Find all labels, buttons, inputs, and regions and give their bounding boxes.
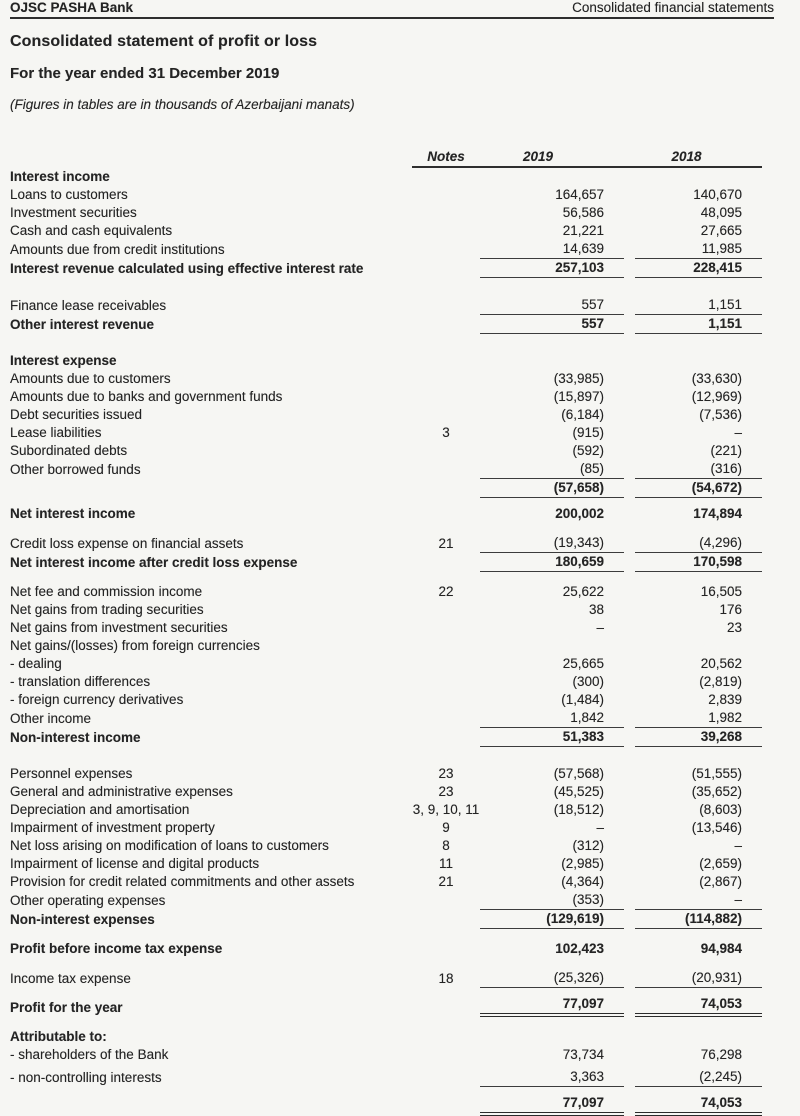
table-row: [10, 819, 774, 837]
row-value-2019: 1,842: [480, 709, 624, 728]
row-label: Amounts due from credit institutions: [10, 242, 225, 257]
row-value-2019: 3,363: [480, 1068, 624, 1087]
row-note: [412, 203, 480, 204]
row-value-2018: (13,546): [691, 820, 742, 835]
row-label: Non-interest expenses: [10, 912, 155, 927]
table-row: [10, 240, 774, 259]
row-value-2018: –: [734, 838, 742, 853]
table-row: [10, 186, 774, 204]
row-label: Net gains from trading securities: [10, 602, 204, 617]
col-header-notes: Notes: [427, 149, 465, 164]
row-note: [412, 369, 480, 370]
row-value-2019: (353): [480, 891, 624, 910]
table-row: [10, 222, 774, 240]
row-value-2019: (4,364): [561, 874, 604, 889]
row-value-2019: 51,383: [480, 728, 624, 747]
row-label: Impairment of license and digital products: [10, 856, 260, 871]
row-value-2019: (57,658): [480, 479, 624, 498]
row-value-2019: 557: [480, 315, 624, 334]
row-note: 22: [438, 584, 454, 599]
row-value-2019: 257,103: [480, 259, 624, 278]
row-value-2018: –: [635, 891, 762, 910]
row-value-2018: 174,894: [693, 506, 742, 521]
table-row: [10, 406, 774, 424]
row-value-2019: 14,639: [480, 240, 624, 259]
row-value-2018: (51,555): [691, 766, 742, 781]
table-row: [10, 1046, 774, 1064]
row-label: Investment securities: [10, 205, 137, 220]
row-label: - non-controlling interests: [10, 1070, 162, 1085]
table-row: [10, 442, 774, 460]
row-value-2019: 557: [480, 296, 624, 315]
table-row: [10, 315, 774, 334]
row-value-2019: 25,622: [562, 584, 604, 599]
col-header-2018: 2018: [671, 149, 702, 164]
row-label: Personnel expenses: [10, 766, 133, 781]
row-label: Other operating expenses: [10, 893, 166, 908]
row-note: 11: [438, 856, 453, 871]
row-value-2018: (35,652): [691, 784, 742, 799]
row-note: [412, 1063, 480, 1064]
row-value-2018: (221): [710, 443, 742, 458]
row-note: [412, 746, 480, 747]
row-value-2018: 11,985: [635, 240, 762, 259]
row-value-2019: 77,097: [480, 1094, 624, 1116]
row-value-2018: –: [734, 425, 742, 440]
table-row: [10, 637, 774, 655]
row-label: Provision for credit related commitments and other assets: [10, 874, 355, 889]
row-note: [412, 672, 480, 673]
row-value-2019: 38: [588, 602, 604, 617]
row-value-2019: 164,657: [555, 187, 604, 202]
row-label: Profit for the year: [10, 1000, 123, 1015]
row-value-2019: 21,221: [562, 223, 604, 238]
table-row: [10, 204, 774, 222]
row-value-2019: (1,484): [561, 692, 604, 707]
row-value-2018: 76,298: [700, 1047, 742, 1062]
row-value-2019: (57,568): [553, 766, 604, 781]
row-note: [412, 459, 480, 460]
row-value-2019: (15,897): [553, 389, 604, 404]
table-row: [10, 891, 774, 910]
row-value-2018: 20,562: [700, 656, 742, 671]
row-value-2018: (8,603): [699, 802, 742, 817]
row-value-2018: (2,245): [635, 1068, 762, 1087]
row-label: Impairment of investment property: [10, 820, 215, 835]
row-label: Net interest income after credit loss expense: [10, 555, 298, 570]
table-row: [10, 259, 774, 278]
statement-title: Consolidated statement of profit or loss: [10, 33, 318, 50]
row-value-2019: (312): [572, 838, 604, 853]
row-note: [412, 333, 480, 334]
row-note: [412, 1086, 480, 1087]
row-note: 23: [438, 766, 454, 781]
table-row: [10, 168, 774, 186]
row-value-2019: 56,586: [562, 205, 604, 220]
row-label: Net interest income: [10, 506, 136, 521]
row-value-2018: (114,882): [635, 910, 762, 929]
row-value-2018: 39,268: [635, 728, 762, 747]
row-label: Interest revenue calculated using effective interest rate: [10, 261, 364, 276]
row-note: [412, 708, 480, 709]
row-label: Non-interest income: [10, 730, 141, 745]
table-row: [10, 995, 774, 1017]
row-note: [412, 909, 480, 910]
table-header-row: [10, 148, 774, 168]
table-row: [10, 534, 774, 553]
row-label: Income tax expense: [10, 971, 131, 986]
row-value-2019: (915): [572, 425, 604, 440]
row-value-2019: (85): [480, 460, 624, 479]
table-row: [10, 783, 774, 801]
row-value-2018: (4,296): [635, 534, 762, 553]
table-row: [10, 296, 774, 315]
table-row: [10, 583, 774, 601]
table-row: [10, 709, 774, 728]
row-value-2018: (20,931): [635, 969, 762, 988]
row-value-2019: (18,512): [553, 802, 604, 817]
row-value-2019: 73,734: [562, 1047, 604, 1062]
row-label: Net fee and commission income: [10, 584, 203, 599]
row-label: Net loss arising on modification of loans to customers: [10, 838, 329, 853]
row-value-2018: (316): [635, 460, 762, 479]
row-label: - translation differences: [10, 674, 151, 689]
table-row: [10, 837, 774, 855]
row-note: [412, 690, 480, 691]
row-note: [412, 478, 480, 479]
row-value-2018: 176: [719, 602, 742, 617]
row-value-2019: 180,659: [480, 553, 624, 572]
table-row: [10, 969, 774, 988]
table-row: [10, 1068, 774, 1087]
row-value-2019: –: [596, 820, 604, 835]
row-note: [412, 497, 480, 498]
period-subtitle: For the year ended 31 December 2019: [10, 65, 280, 82]
row-note: [412, 185, 480, 186]
row-label: Finance lease receivables: [10, 298, 167, 313]
row-label: [10, 497, 412, 498]
table-row: [10, 765, 774, 783]
row-note: 3: [442, 425, 450, 440]
row-label: General and administrative expenses: [10, 784, 233, 799]
table-row: [10, 601, 774, 619]
row-note: [412, 636, 480, 637]
row-note: [412, 957, 480, 958]
row-label: Subordinated debts: [10, 443, 128, 458]
row-label: Other income: [10, 711, 92, 726]
row-value-2018: (2,819): [699, 674, 742, 689]
table-row: [10, 1028, 774, 1046]
row-value-2018: 1,151: [635, 315, 762, 334]
row-value-2018: 2,839: [708, 692, 742, 707]
row-value-2018: 170,598: [635, 553, 762, 572]
table-row: [10, 655, 774, 673]
header-columns-group: [412, 148, 762, 168]
table-row: [10, 691, 774, 709]
row-label: Amounts due to banks and government funds: [10, 389, 283, 404]
row-note: [412, 314, 480, 315]
row-value-2018: (2,659): [699, 856, 742, 871]
table-row: [10, 370, 774, 388]
row-label: Amounts due to customers: [10, 371, 171, 386]
table-row: [10, 910, 774, 929]
row-note: [412, 618, 480, 619]
row-label: Interest income: [10, 169, 110, 184]
row-value-2018: (54,672): [635, 479, 762, 498]
row-value-2018: 74,053: [635, 995, 762, 1017]
row-note: [412, 522, 480, 523]
row-value-2018: 228,415: [635, 259, 762, 278]
table-row: [10, 855, 774, 873]
table-row: [10, 352, 774, 370]
row-note: [412, 727, 480, 728]
table-row: [10, 460, 774, 479]
row-note: 23: [438, 784, 454, 799]
row-note: [412, 1016, 480, 1017]
table-row: [10, 553, 774, 572]
row-value-2019: (25,326): [480, 969, 624, 988]
row-label: Net gains from investment securities: [10, 620, 228, 635]
row-value-2018: 1,982: [635, 709, 762, 728]
units-note: (Figures in tables are in thousands of Azerbaijani manats): [10, 97, 355, 112]
row-label: Cash and cash equivalents: [10, 223, 173, 238]
row-value-2019: (6,184): [561, 407, 604, 422]
table-row: [10, 1094, 774, 1116]
row-value-2018: 23: [726, 620, 742, 635]
table-row: [10, 728, 774, 747]
row-note: [412, 405, 480, 406]
row-value-2019: (33,985): [553, 371, 604, 386]
row-label: - shareholders of the Bank: [10, 1047, 169, 1062]
row-label: Lease liabilities: [10, 425, 102, 440]
row-label: Loans to customers: [10, 187, 128, 202]
row-note: 8: [442, 838, 450, 853]
row-note: [412, 258, 480, 259]
row-value-2018: 74,053: [635, 1094, 762, 1116]
table-row: [10, 388, 774, 406]
row-note: [412, 221, 480, 222]
row-note: 3, 9, 10, 11: [412, 802, 480, 817]
table-row: [10, 424, 774, 442]
row-note: 9: [442, 820, 450, 835]
company-name: OJSC PASHA Bank: [10, 0, 134, 15]
row-label: Profit before income tax expense: [10, 941, 223, 956]
row-note: 21: [438, 874, 454, 889]
row-value-2019: (300): [572, 674, 604, 689]
row-note: [412, 654, 480, 655]
row-label: Debt securities issued: [10, 407, 143, 422]
row-value-2019: (19,343): [480, 534, 624, 553]
row-value-2018: (33,630): [691, 371, 742, 386]
row-note: [412, 928, 480, 929]
row-label: Net gains/(losses) from foreign currencies: [10, 638, 260, 653]
row-value-2019: 102,423: [555, 941, 604, 956]
row-value-2019: 77,097: [480, 995, 624, 1017]
table-row: [10, 505, 774, 523]
row-note: [412, 571, 480, 572]
row-value-2018: (2,867): [699, 874, 742, 889]
row-note: [412, 277, 480, 278]
row-value-2019: (129,619): [480, 910, 624, 929]
row-value-2019: 200,002: [555, 506, 604, 521]
row-label: Other borrowed funds: [10, 462, 141, 477]
row-value-2018: 140,670: [693, 187, 742, 202]
row-value-2018: 94,984: [700, 941, 742, 956]
table-body: [10, 168, 774, 1116]
row-note: [412, 1045, 480, 1046]
row-label: - foreign currency derivatives: [10, 692, 184, 707]
row-label: Interest expense: [10, 353, 117, 368]
profit-loss-table: [10, 148, 774, 1116]
row-label: Credit loss expense on financial assets: [10, 536, 244, 551]
table-row: [10, 873, 774, 891]
row-value-2018: 1,151: [635, 296, 762, 315]
row-value-2019: 25,665: [562, 656, 604, 671]
row-label: - dealing: [10, 656, 62, 671]
table-row: [10, 673, 774, 691]
row-label: Attributable to:: [10, 1029, 107, 1044]
row-note: 21: [438, 536, 454, 551]
row-note: [412, 387, 480, 388]
row-value-2019: (45,525): [553, 784, 604, 799]
table-row: [10, 940, 774, 958]
row-value-2019: (592): [572, 443, 604, 458]
row-value-2018: 16,505: [700, 584, 742, 599]
document-type-label: Consolidated financial statements: [572, 0, 774, 15]
row-value-2019: (2,985): [561, 856, 604, 871]
table-row: [10, 479, 774, 498]
row-value-2018: (7,536): [699, 407, 742, 422]
page-header: [10, 0, 774, 19]
col-header-2019: 2019: [522, 149, 554, 164]
row-note: [412, 239, 480, 240]
row-value-2018: 48,095: [700, 205, 742, 220]
row-value-2018: (12,969): [691, 389, 742, 404]
row-value-2019: –: [596, 620, 604, 635]
document-page: [10, 0, 774, 1116]
row-label: Other interest revenue: [10, 317, 155, 332]
row-value-2018: 27,665: [700, 223, 742, 238]
table-row: [10, 801, 774, 819]
row-note: 18: [438, 971, 454, 986]
row-label: Depreciation and amortisation: [10, 802, 190, 817]
table-row: [10, 619, 774, 637]
